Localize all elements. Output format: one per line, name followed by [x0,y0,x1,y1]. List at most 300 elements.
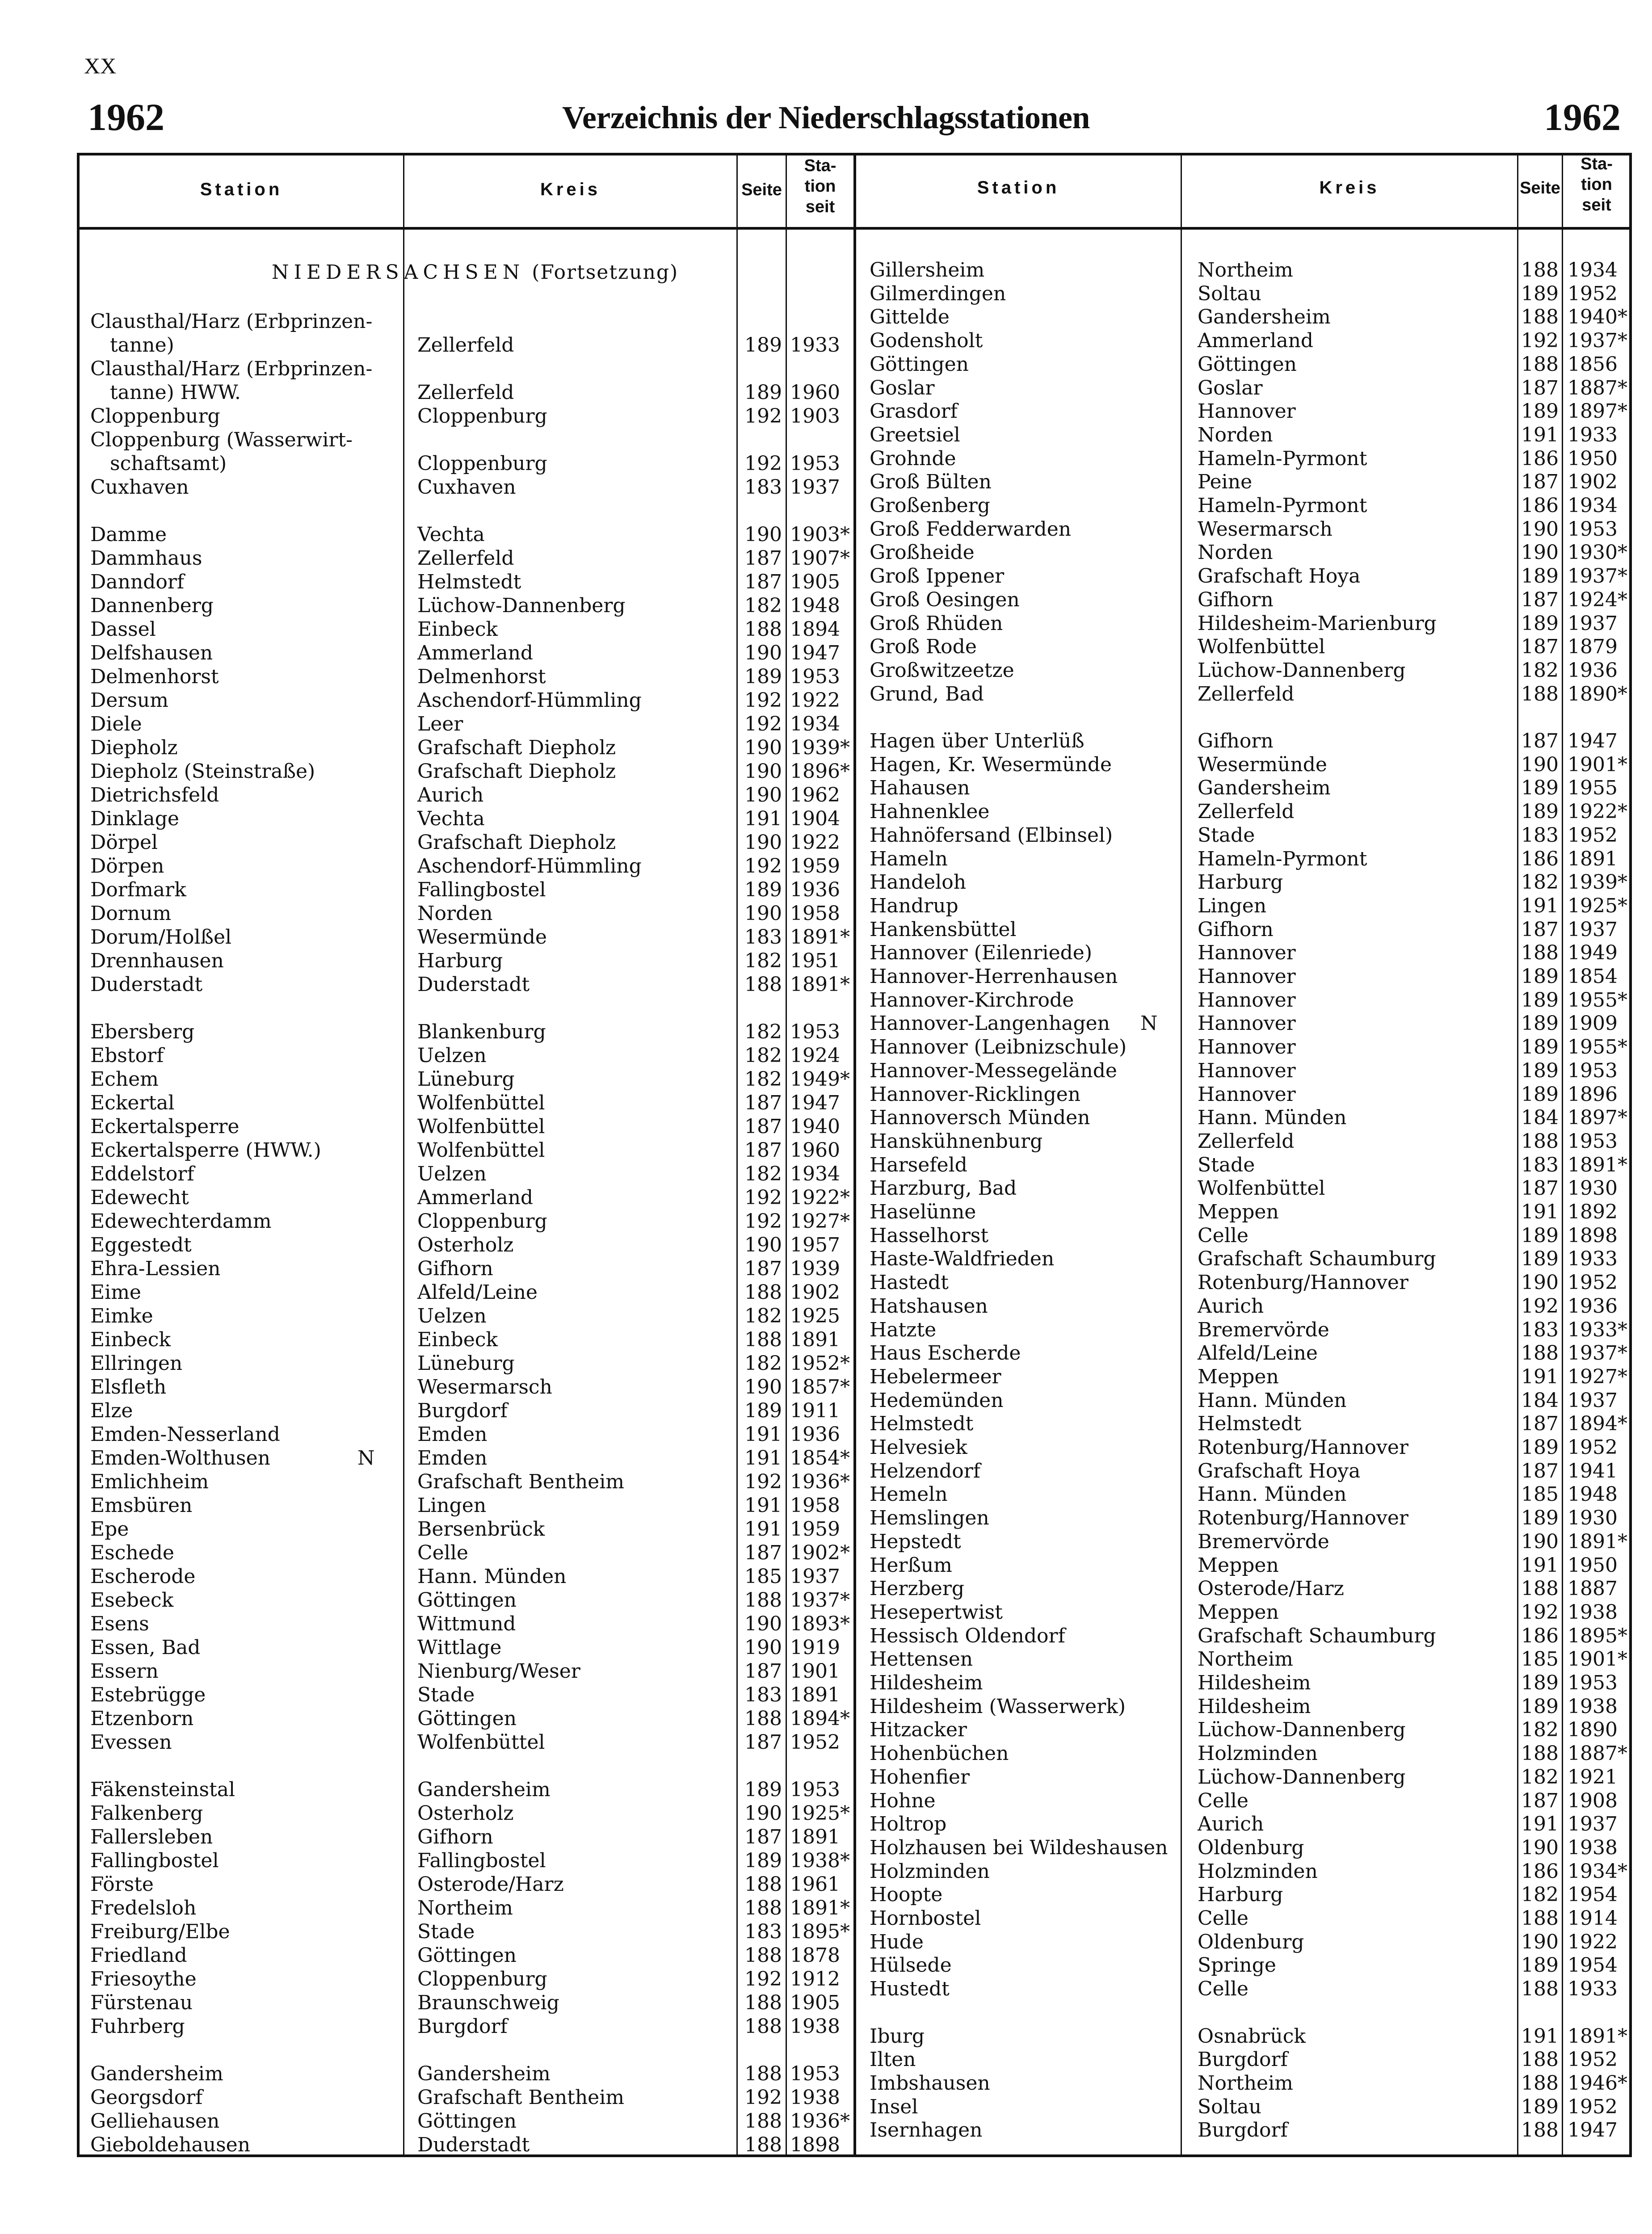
seite-cell: 189 [744,334,782,357]
kreis-cell: Norden [1198,541,1273,564]
station-cell: Harsefeld [870,1153,967,1176]
kreis-cell: Aurich [1198,1294,1264,1318]
seite-cell: 189 [744,1399,782,1422]
page-number: XX [84,53,117,78]
station-cell: Diele [90,713,142,735]
station-seit-cell: 1905 [790,1991,840,2014]
seite-cell: 189 [1521,1436,1559,1459]
table-row [0,776,1652,800]
station-seit-cell: 1895* [1568,1624,1627,1647]
station-cell: Dornum [90,902,172,925]
seite-cell: 190 [744,523,782,546]
station-seit-cell: 1948 [1568,1483,1618,1506]
station-seit-cell: 1949 [1568,941,1618,965]
seite-cell: 188 [744,2133,782,2156]
station-cell: Förste [90,1873,154,1896]
kreis-cell: Celle [1198,1907,1248,1930]
table-row [0,1836,1652,1860]
seite-cell: 190 [744,1802,782,1825]
station-cell: Hohenbüchen [870,1742,1009,1765]
table-row [0,1718,1652,1742]
station-seit-cell: 1878 [790,1944,840,1967]
table-row [0,894,1652,918]
station-seit-cell: 1903* [790,523,850,546]
seite-cell: 188 [744,2062,782,2085]
kreis-cell: Aurich [1198,1813,1264,1836]
station-cell: Cloppenburg [90,405,220,428]
kreis-cell: Lüchow-Dannenberg [1198,659,1406,682]
seite-cell: 192 [744,1968,782,1990]
kreis-cell: Emden [417,1447,488,1470]
station-cell: Holtrop [870,1813,947,1836]
station-seit-cell: 1934 [790,713,840,735]
station-cell: Haselünne [870,1201,976,1223]
seite-cell: 190 [744,1613,782,1635]
kreis-cell: Osnabrück [1198,2024,1306,2048]
station-cell: Hastedt [870,1271,949,1294]
table-row [0,399,1652,423]
seite-cell: 187 [744,1541,782,1564]
kreis-cell: Wittlage [417,1636,502,1659]
table-row [0,1389,1652,1412]
kreis-cell: Alfeld/Leine [417,1281,538,1304]
station-cell: Groß Bülten [870,470,992,494]
station-cell: Isernhagen [870,2119,983,2142]
kreis-cell: Zellerfeld [1198,800,1295,823]
kreis-cell: Harburg [417,949,503,972]
kreis-cell: Cloppenburg [417,1968,547,1990]
kreis-cell: Celle [1198,1224,1248,1247]
station-seit-cell: 1938 [1568,1600,1618,1624]
table-row [0,1436,1652,1459]
station-seit-cell: 1950 [1568,1554,1618,1577]
table-row [0,1789,1652,1813]
station-seit-cell: 1952 [1568,282,1618,305]
kreis-cell: Vechta [417,807,485,830]
station-cell: Haste-Waldfrieden [870,1247,1055,1271]
seite-cell: 189 [1521,1012,1559,1035]
station-cell: Diepholz [90,736,178,759]
station-seit-cell: 1938 [790,2015,840,2038]
kreis-cell: Celle [1198,1789,1248,1812]
table-row [0,423,1652,447]
seite-cell: 187 [744,1115,782,1138]
station-seit-cell: 1940* [1568,306,1627,329]
station-seit-cell: 1934* [1568,1860,1627,1883]
table-row [0,1176,1652,1200]
kreis-cell: Zellerfeld [1198,1130,1295,1153]
station-seit-cell: 1947 [790,1092,840,1114]
kreis-cell: Oldenburg [1198,1930,1304,1953]
seite-cell: 191 [744,807,782,830]
table-row [0,2095,1652,2119]
seite-cell: 190 [1521,1530,1559,1553]
station-cell: Dersum [90,689,168,712]
station-cell: Hesepertwist [870,1600,1003,1624]
kreis-cell: Gandersheim [417,1778,551,1801]
kreis-cell: Delmenhorst [417,665,546,688]
station-cell: Clausthal/Harz (Erbprinzen- [90,357,373,380]
header-station: Station [200,180,283,199]
kreis-cell: Hildesheim-Marienburg [1198,612,1437,635]
seite-cell: 188 [744,1707,782,1730]
seite-cell: 192 [1521,329,1559,353]
kreis-cell: Wolfenbüttel [1198,1177,1325,1200]
station-cell: Grasdorf [870,400,958,423]
kreis-cell: Aurich [417,784,484,806]
station-seit-cell: 1958 [790,1494,840,1517]
kreis-cell: Gandersheim [1198,306,1331,329]
station-seit-cell: 1939 [790,1257,840,1280]
kreis-cell: Lüneburg [417,1068,515,1091]
station-seit-cell: 1905 [790,571,840,593]
station-seit-cell: 1911 [790,1399,840,1422]
station-cell: Eimke [90,1305,153,1327]
station-cell: Edewechterdamm [90,1210,272,1233]
header-seite: Seite [741,181,782,199]
kreis-cell: Meppen [1198,1201,1279,1223]
seite-cell: 188 [744,2015,782,2038]
seite-cell: 186 [1521,1860,1559,1883]
seite-cell: 182 [744,1163,782,1185]
table-row [0,659,1652,682]
seite-cell: 190 [1521,1271,1559,1294]
kreis-cell: Osterode/Harz [1198,1577,1344,1600]
station-cell: Hildesheim (Wasserwerk) [870,1695,1126,1718]
seite-cell: 183 [1521,823,1559,847]
kreis-cell: Hildesheim [1198,1695,1311,1718]
station-seit-cell: 1922* [1568,800,1627,823]
header-station-seit [1563,154,1630,215]
station-seit-cell: 1891* [1568,1530,1627,1553]
kreis-cell: Soltau [1198,2095,1261,2118]
seite-cell: 187 [744,1257,782,1280]
table-row [0,1930,1652,1954]
kreis-cell: Ammerland [417,642,534,664]
seite-cell: 188 [744,1281,782,1304]
table-row [0,2118,1652,2142]
station-seit-cell: 1933* [1568,1318,1627,1341]
table-row [0,1482,1652,1506]
seite-cell: 188 [744,1589,782,1612]
section-title-suffix: (Fortsetzung) [525,261,679,284]
station-seit-cell: 1952 [1568,2095,1618,2118]
station-seit-cell: 1924* [1568,588,1627,611]
kreis-cell: Grafschaft Diepholz [417,736,616,759]
seite-cell: 189 [744,1849,782,1872]
station-seit-cell: 1952 [790,1731,840,1754]
seite-cell: 188 [1521,1130,1559,1153]
station-cell: Essern [90,1660,159,1683]
station-cell: Eggestedt [90,1234,192,1256]
seite-cell: 182 [1521,1883,1559,1906]
table-row [0,1624,1652,1648]
station-seit-cell: 1934 [1568,494,1618,517]
kreis-cell: Uelzen [417,1044,487,1067]
kreis-cell: Meppen [1198,1554,1279,1577]
station-cell: Emden-Nesserland [90,1423,280,1446]
kreis-cell: Bremervörde [1198,1530,1329,1553]
table-row [0,729,1652,753]
station-cell: Escherode [90,1565,196,1588]
kreis-cell: Osterholz [417,1234,514,1256]
seite-cell: 189 [1521,565,1559,588]
station-seit-cell: 1891* [790,1897,850,1919]
kreis-cell: Hameln-Pyrmont [1198,494,1367,517]
station-cell: Falkenberg [90,1802,203,1825]
kreis-cell: Lüchow-Dannenberg [1198,1765,1406,1789]
kreis-cell: Springe [1198,1954,1276,1977]
seite-cell: 191 [1521,1554,1559,1577]
station-cell: Fuhrberg [90,2015,185,2038]
station-seit-cell: 1951 [790,949,840,972]
kreis-cell: Hannover [1198,988,1296,1012]
table-row [0,870,1652,894]
station-cell: Holzhausen bei Wildeshausen [870,1836,1168,1859]
station-cell: tanne) [110,334,174,357]
seite-cell: 183 [1521,1318,1559,1341]
station-seit-cell: 1937 [790,476,840,499]
station-cell: Eckertalsperre [90,1115,240,1138]
station-seit-cell: 1936 [790,1423,840,1446]
station-seit-cell: 1937* [1568,329,1627,353]
kreis-cell: Wolfenbüttel [417,1139,545,1162]
station-cell: Hepstedt [870,1530,961,1553]
station-seit-cell: 1957 [790,1234,840,1256]
seite-cell: 187 [1521,1412,1559,1436]
station-cell: Ehra-Lessien [90,1257,221,1280]
station-seit-cell: 1891 [790,1328,840,1351]
table-row [0,1200,1652,1224]
kreis-cell: Gifhorn [1198,918,1274,941]
seite-cell: 188 [1521,1742,1559,1765]
station-seit-cell: 1947 [1568,730,1618,752]
station-cell: Cuxhaven [90,476,189,499]
station-cell: Danndorf [90,571,185,593]
kreis-cell: Northeim [1198,259,1293,281]
station-seit-cell: 1856 [1568,353,1618,376]
kreis-cell: Grafschaft Hoya [1198,565,1361,588]
seite-cell: 182 [1521,1718,1559,1742]
table-row [0,376,1652,400]
seite-cell: 189 [1521,1507,1559,1530]
station-seit-cell: 1892 [1568,1201,1618,1223]
station-cell: Göttingen [870,353,969,376]
station-cell: Gittelde [870,306,950,329]
kreis-cell: Nienburg/Weser [417,1660,580,1683]
station-seit-cell: 1894* [1568,1412,1627,1436]
station-seit-cell: 1901* [1568,1648,1627,1671]
kreis-cell: Gifhorn [417,1257,493,1280]
kreis-cell: Rotenburg/Hannover [1198,1271,1408,1294]
seite-cell: 189 [1521,612,1559,635]
station-cell: Handeloh [870,871,967,894]
seite-cell: 185 [1521,1483,1559,1506]
station-seit-cell: 1927* [1568,1365,1627,1388]
kreis-cell: Hildesheim [1198,1671,1311,1694]
seite-cell: 182 [744,949,782,972]
seite-cell: 187 [1521,1177,1559,1200]
seite-cell: 190 [744,1376,782,1398]
header-seite: Seite [1520,179,1560,197]
kreis-cell: Aschendorf-Hümmling [417,689,642,712]
station-cell: Hahausen [870,777,970,800]
station-cell: Eddelstorf [90,1163,194,1185]
station-cell: Hildesheim [870,1671,983,1694]
station-cell: Greetsiel [870,423,960,446]
kreis-cell: Bremervörde [1198,1318,1329,1341]
table-row [0,1953,1652,1977]
kreis-cell: Wolfenbüttel [417,1115,545,1138]
kreis-cell: Grafschaft Bentheim [417,1470,625,1493]
station-seit-cell: 1953 [1568,517,1618,541]
seite-cell: 183 [744,1920,782,1943]
station-cell: Hatzte [870,1318,937,1341]
station-cell: Hannover-Ricklingen [870,1083,1081,1106]
table-row [0,635,1652,659]
kreis-cell: Goslar [1198,376,1263,399]
kreis-cell: Hannover [1198,965,1296,988]
kreis-cell: Grafschaft Diepholz [417,831,616,854]
table-row [0,588,1652,612]
table-row [0,564,1652,588]
station-seit-cell: 1955* [1568,988,1627,1012]
table-row [0,705,1652,729]
seite-cell: 189 [1521,2095,1559,2118]
station-seit-cell: 1891 [790,1826,840,1848]
table-row [0,1035,1652,1059]
station-seit-cell: 1895* [790,1920,850,1943]
station-cell: Delfshausen [90,642,213,664]
station-cell: Estebrügge [90,1684,206,1706]
station-seit-cell: 1854* [790,1447,850,1470]
station-cell: Hannoversch Münden [870,1106,1090,1130]
seite-cell: 192 [744,713,782,735]
kreis-cell: Stade [1198,1153,1255,1176]
station-cell: tanne) HWW. [110,381,241,404]
seite-cell: 189 [744,665,782,688]
seite-cell: 190 [744,784,782,806]
header-station-seit-line: tion [1581,175,1612,194]
station-seit-cell: 1952 [1568,1271,1618,1294]
kreis-cell: Vechta [417,523,485,546]
seite-cell: 189 [1521,1671,1559,1694]
kreis-cell: Stade [1198,823,1255,847]
station-cell: Hannover (Leibnizschule) [870,1036,1127,1059]
kreis-cell: Gandersheim [1198,777,1331,800]
table-row [0,918,1652,941]
station-seit-cell: 1891* [1568,2024,1627,2048]
station-cell: Essen, Bad [90,1636,201,1659]
station-cell: Echem [90,1068,159,1091]
station-seit-cell: 1894* [790,1707,850,1730]
station-seit-cell: 1937 [1568,1813,1618,1836]
kreis-cell: Celle [1198,1978,1248,2001]
table-row [0,1530,1652,1554]
table-row [0,1365,1652,1389]
station-seit-cell: 1947 [790,642,840,664]
station-cell: Gelliehausen [90,2110,220,2133]
station-seit-cell: 1936 [1568,659,1618,682]
station-cell: Friedland [90,1944,187,1967]
kreis-cell: Rotenburg/Hannover [1198,1436,1408,1459]
station-cell: Großenberg [870,494,990,517]
seite-cell: 182 [744,1044,782,1067]
page-title: Verzeichnis der Niederschlagsstationen [562,100,1090,135]
seite-cell: 186 [1521,494,1559,517]
seite-cell: 188 [1521,1342,1559,1365]
seite-cell: 191 [1521,2024,1559,2048]
kreis-cell: Wesermünde [1198,753,1327,776]
seite-cell: 192 [744,1470,782,1493]
seite-cell: 182 [744,594,782,617]
seite-cell: 187 [1521,1789,1559,1812]
seite-cell: 189 [744,381,782,404]
station-cell: Georgsdorf [90,2086,203,2109]
seite-cell: 187 [1521,730,1559,752]
seite-cell: 182 [744,1020,782,1043]
station-cell: Herzberg [870,1577,965,1600]
station-cell: Dinklage [90,807,179,830]
seite-cell: 189 [1521,1083,1559,1106]
seite-cell: 183 [744,926,782,949]
station-cell: Ebersberg [90,1020,195,1043]
station-cell: Hatshausen [870,1294,988,1318]
station-cell: Ebstorf [90,1044,164,1067]
kreis-cell: Braunschweig [417,1991,559,2014]
station-seit-cell: 1938 [790,2086,840,2109]
seite-cell: 188 [1521,941,1559,965]
kreis-cell: Hannover [1198,1059,1296,1082]
station-cell: Diepholz (Steinstraße) [90,760,315,783]
station-cell: Hornbostel [870,1907,981,1930]
seite-cell: 188 [1521,2119,1559,2142]
table-row [0,2048,1652,2071]
seite-cell: 189 [1521,777,1559,800]
station-cell: Hemslingen [870,1507,989,1530]
station-cell: Groß Rhüden [870,612,1003,635]
seite-cell: 188 [744,1873,782,1896]
seite-cell: 188 [744,973,782,996]
station-seit-cell: 1936* [790,1470,850,1493]
table-row [0,329,1652,353]
kreis-cell: Einbeck [417,1328,498,1351]
seite-cell: 188 [744,1944,782,1967]
header-station-seit-line: Sta- [804,156,837,175]
seite-cell: 187 [1521,470,1559,494]
station-seit-cell: 1922 [790,689,840,712]
station-seit-cell: 1937 [1568,918,1618,941]
kreis-cell: Northeim [1198,1648,1293,1671]
station-cell: Hannover-Langenhagen [870,1012,1110,1035]
table-row [0,988,1652,1012]
seite-cell: 187 [1521,588,1559,611]
station-seit-cell: 1960 [790,1139,840,1162]
station-cell: Hahnöfersand (Elbinsel) [870,823,1113,847]
station-seit-cell: 1933 [1568,423,1618,446]
station-seit-cell: 1953 [790,665,840,688]
table-row [0,1765,1652,1789]
seite-cell: 188 [1521,1907,1559,1930]
station-seit-cell: 1961 [790,1873,840,1896]
station-seit-cell: 1934 [790,1163,840,1185]
station-cell: Hannover-Herrenhausen [870,965,1118,988]
station-cell: Elsfleth [90,1376,167,1398]
kreis-cell: Wolfenbüttel [417,1731,545,1754]
station-seit-cell: 1887* [1568,376,1627,399]
table-row [0,612,1652,635]
seite-cell: 192 [744,452,782,475]
